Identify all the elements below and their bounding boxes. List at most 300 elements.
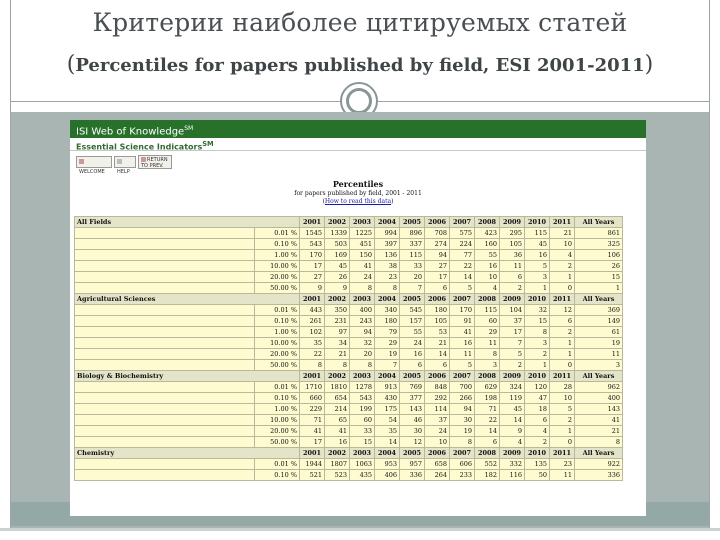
citation-threshold-cell: 41 <box>450 327 475 338</box>
table-row <box>75 459 623 470</box>
citation-threshold-cell: 19 <box>450 426 475 437</box>
citation-threshold-cell: 182 <box>475 470 500 481</box>
citation-threshold-cell: 435 <box>350 470 375 481</box>
citation-threshold-cell: 0 <box>550 360 575 371</box>
citation-threshold-cell: 8 <box>350 360 375 371</box>
citation-threshold-cell: 1 <box>525 283 550 294</box>
citation-threshold-cell: 41 <box>575 415 623 426</box>
year-header: 2008 <box>475 448 500 459</box>
year-header: 2008 <box>475 217 500 228</box>
citation-threshold-cell: 9 <box>325 283 350 294</box>
row-spacer <box>75 382 255 393</box>
citation-threshold-cell: 400 <box>350 305 375 316</box>
percentile-label: 50.00 % <box>255 437 300 448</box>
citation-threshold-cell: 105 <box>425 316 450 327</box>
citation-threshold-cell: 20 <box>350 349 375 360</box>
citation-threshold-cell: 233 <box>450 470 475 481</box>
row-spacer <box>75 283 255 294</box>
year-header: 2003 <box>350 217 375 228</box>
esi-screenshot <box>70 120 646 516</box>
citation-threshold-cell: 180 <box>425 305 450 316</box>
citation-threshold-cell: 6 <box>550 316 575 327</box>
table-row <box>75 305 623 316</box>
year-header: 2002 <box>325 371 350 382</box>
citation-threshold-cell: 9 <box>300 283 325 294</box>
citation-threshold-cell: 30 <box>400 426 425 437</box>
return-label: RETURN TO PREV. <box>141 157 168 169</box>
citation-threshold-cell: 37 <box>425 415 450 426</box>
citation-threshold-cell: 654 <box>325 393 350 404</box>
citation-threshold-cell: 36 <box>500 250 525 261</box>
citation-threshold-cell: 17 <box>300 261 325 272</box>
citation-threshold-cell: 19 <box>375 349 400 360</box>
year-header: 2006 <box>425 217 450 228</box>
citation-threshold-cell: 170 <box>450 305 475 316</box>
percentile-label: 0.01 % <box>255 459 300 470</box>
citation-threshold-cell: 5 <box>500 349 525 360</box>
citation-threshold-cell: 8 <box>525 327 550 338</box>
help-icon <box>117 159 122 164</box>
citation-threshold-cell: 37 <box>500 316 525 327</box>
slide-title-russian: Критерии наиболее цитируемых статей <box>92 8 628 37</box>
citation-threshold-cell: 33 <box>350 426 375 437</box>
citation-threshold-cell: 264 <box>425 470 450 481</box>
percentile-label: 0.10 % <box>255 393 300 404</box>
year-header: 2009 <box>500 448 525 459</box>
slide-title-english <box>0 52 720 77</box>
isi-header-bar <box>70 120 646 138</box>
citation-threshold-cell: 8 <box>450 437 475 448</box>
year-header: 2011 <box>550 371 575 382</box>
citation-threshold-cell: 150 <box>350 250 375 261</box>
isi-brand: ISI Web of Knowledge <box>76 126 185 138</box>
citation-threshold-cell: 21 <box>425 338 450 349</box>
table-row <box>75 283 623 294</box>
citation-threshold-cell: 1225 <box>350 228 375 239</box>
return-icon <box>141 157 146 162</box>
row-spacer <box>75 393 255 404</box>
citation-threshold-cell: 7 <box>375 360 400 371</box>
citation-threshold-cell: 14 <box>475 426 500 437</box>
year-header: 2010 <box>525 371 550 382</box>
citation-threshold-cell: 16 <box>475 261 500 272</box>
percentile-label: 20.00 % <box>255 349 300 360</box>
paren-close: ) <box>644 52 654 77</box>
citation-threshold-cell: 18 <box>525 404 550 415</box>
citation-threshold-cell: 22 <box>450 261 475 272</box>
citation-threshold-cell: 660 <box>300 393 325 404</box>
table-row <box>75 250 623 261</box>
citation-threshold-cell: 340 <box>375 305 400 316</box>
citation-threshold-cell: 266 <box>450 393 475 404</box>
table-row <box>75 316 623 327</box>
citation-threshold-cell: 41 <box>300 426 325 437</box>
table-row <box>75 327 623 338</box>
year-header: 2002 <box>325 448 350 459</box>
year-header: 2002 <box>325 217 350 228</box>
citation-threshold-cell: 2 <box>500 360 525 371</box>
how-to-read-link[interactable]: How to read this data <box>324 198 392 205</box>
citation-threshold-cell: 8 <box>300 360 325 371</box>
year-header: 2003 <box>350 294 375 305</box>
citation-threshold-cell: 503 <box>325 239 350 250</box>
year-header: 2004 <box>375 448 400 459</box>
welcome-label: WELCOME <box>79 169 105 175</box>
citation-threshold-cell: 0 <box>550 283 575 294</box>
table-row <box>75 272 623 283</box>
citation-threshold-cell: 79 <box>375 327 400 338</box>
esi-product-bar <box>70 138 646 151</box>
year-header: 2007 <box>450 217 475 228</box>
citation-threshold-cell: 114 <box>425 404 450 415</box>
table-row <box>75 349 623 360</box>
citation-threshold-cell: 423 <box>475 228 500 239</box>
row-spacer <box>75 437 255 448</box>
year-header: 2006 <box>425 294 450 305</box>
table-row <box>75 393 623 404</box>
row-spacer <box>75 272 255 283</box>
citation-threshold-cell: 3 <box>525 272 550 283</box>
row-spacer <box>75 239 255 250</box>
year-header: 2006 <box>425 448 450 459</box>
percentile-label: 50.00 % <box>255 360 300 371</box>
citation-threshold-cell: 1 <box>550 349 575 360</box>
citation-threshold-cell: 21 <box>550 228 575 239</box>
citation-threshold-cell: 6 <box>400 360 425 371</box>
field-name: All Fields <box>75 217 300 228</box>
citation-threshold-cell: 8 <box>375 283 400 294</box>
citation-threshold-cell: 29 <box>375 338 400 349</box>
row-spacer <box>75 415 255 426</box>
citation-threshold-cell: 199 <box>350 404 375 415</box>
citation-threshold-cell: 1807 <box>325 459 350 470</box>
citation-threshold-cell: 24 <box>400 338 425 349</box>
table-row <box>75 404 623 415</box>
help-button[interactable] <box>114 156 136 175</box>
year-header: 2006 <box>425 371 450 382</box>
citation-threshold-cell: 5 <box>550 404 575 415</box>
citation-threshold-cell: 5 <box>525 261 550 272</box>
citation-threshold-cell: 26 <box>575 261 623 272</box>
year-header: 2011 <box>550 294 575 305</box>
citation-threshold-cell: 14 <box>450 272 475 283</box>
citation-threshold-cell: 295 <box>500 228 525 239</box>
table-row <box>75 382 623 393</box>
citation-threshold-cell: 34 <box>325 338 350 349</box>
citation-threshold-cell: 5 <box>450 283 475 294</box>
citation-threshold-cell: 6 <box>500 272 525 283</box>
year-header: 2002 <box>325 294 350 305</box>
row-spacer <box>75 349 255 360</box>
citation-threshold-cell: 1063 <box>350 459 375 470</box>
citation-threshold-cell: 521 <box>300 470 325 481</box>
citation-threshold-cell: 115 <box>525 228 550 239</box>
citation-threshold-cell: 143 <box>575 404 623 415</box>
citation-threshold-cell: 4 <box>525 426 550 437</box>
citation-threshold-cell: 325 <box>575 239 623 250</box>
citation-threshold-cell: 16 <box>400 349 425 360</box>
year-header: 2004 <box>375 294 400 305</box>
year-header: 2010 <box>525 448 550 459</box>
citation-threshold-cell: 896 <box>400 228 425 239</box>
percentile-label: 1.00 % <box>255 404 300 415</box>
citation-threshold-cell: 21 <box>325 349 350 360</box>
citation-threshold-cell: 6 <box>425 283 450 294</box>
citation-threshold-cell: 97 <box>325 327 350 338</box>
row-spacer <box>75 426 255 437</box>
citation-threshold-cell: 377 <box>400 393 425 404</box>
table-row <box>75 470 623 481</box>
citation-threshold-cell: 38 <box>375 261 400 272</box>
esi-product-mark: SM <box>202 140 214 148</box>
citation-threshold-cell: 20 <box>400 272 425 283</box>
citation-threshold-cell: 848 <box>425 382 450 393</box>
citation-threshold-cell: 1 <box>525 360 550 371</box>
percentile-label: 10.00 % <box>255 415 300 426</box>
year-header: 2007 <box>450 448 475 459</box>
field-header-row <box>75 371 623 382</box>
citation-threshold-cell: 17 <box>300 437 325 448</box>
citation-threshold-cell: 292 <box>425 393 450 404</box>
welcome-button[interactable] <box>76 156 112 175</box>
citation-threshold-cell: 658 <box>425 459 450 470</box>
citation-threshold-cell: 50 <box>525 470 550 481</box>
row-spacer <box>75 360 255 371</box>
citation-threshold-cell: 71 <box>300 415 325 426</box>
field-header-row <box>75 217 623 228</box>
citation-threshold-cell: 19 <box>575 338 623 349</box>
citation-threshold-cell: 115 <box>400 250 425 261</box>
citation-threshold-cell: 24 <box>350 272 375 283</box>
citation-threshold-cell: 1 <box>550 426 575 437</box>
citation-threshold-cell: 41 <box>325 426 350 437</box>
citation-threshold-cell: 180 <box>375 316 400 327</box>
year-header: 2007 <box>450 294 475 305</box>
year-header: All Years <box>575 217 623 228</box>
citation-threshold-cell: 2 <box>525 437 550 448</box>
citation-threshold-cell: 700 <box>450 382 475 393</box>
citation-threshold-cell: 105 <box>500 239 525 250</box>
report-title: Percentiles <box>332 179 384 189</box>
citation-threshold-cell: 71 <box>475 404 500 415</box>
esi-toolbar <box>70 151 646 173</box>
table-row <box>75 228 623 239</box>
citation-threshold-cell: 29 <box>475 327 500 338</box>
report-help-link-wrap: (How to read this data) <box>322 198 394 205</box>
citation-threshold-cell: 22 <box>300 349 325 360</box>
year-header: 2005 <box>400 217 425 228</box>
citation-threshold-cell: 994 <box>375 228 400 239</box>
citation-threshold-cell: 324 <box>500 382 525 393</box>
percentile-label: 1.00 % <box>255 327 300 338</box>
citation-threshold-cell: 45 <box>525 239 550 250</box>
citation-threshold-cell: 1278 <box>350 382 375 393</box>
year-header: All Years <box>575 371 623 382</box>
citation-threshold-cell: 543 <box>300 239 325 250</box>
citation-threshold-cell: 60 <box>350 415 375 426</box>
row-spacer <box>75 228 255 239</box>
year-header: 2007 <box>450 371 475 382</box>
citation-threshold-cell: 26 <box>325 272 350 283</box>
citation-threshold-cell: 41 <box>350 261 375 272</box>
citation-threshold-cell: 3 <box>525 338 550 349</box>
citation-threshold-cell: 369 <box>575 305 623 316</box>
table-row <box>75 261 623 272</box>
citation-threshold-cell: 953 <box>375 459 400 470</box>
citation-threshold-cell: 545 <box>400 305 425 316</box>
citation-threshold-cell: 629 <box>475 382 500 393</box>
citation-threshold-cell: 224 <box>450 239 475 250</box>
percentile-label: 0.10 % <box>255 316 300 327</box>
isi-brand-mark: SM <box>184 125 194 132</box>
citation-threshold-cell: 170 <box>300 250 325 261</box>
citation-threshold-cell: 35 <box>300 338 325 349</box>
citation-threshold-cell: 332 <box>500 459 525 470</box>
field-name: Chemistry <box>75 448 300 459</box>
citation-threshold-cell: 9 <box>500 426 525 437</box>
citation-threshold-cell: 7 <box>400 283 425 294</box>
citation-threshold-cell: 45 <box>325 261 350 272</box>
citation-threshold-cell: 143 <box>400 404 425 415</box>
percentile-label: 0.01 % <box>255 382 300 393</box>
citation-threshold-cell: 24 <box>425 426 450 437</box>
year-header: 2005 <box>400 294 425 305</box>
year-header: 2009 <box>500 217 525 228</box>
citation-threshold-cell: 543 <box>350 393 375 404</box>
citation-threshold-cell: 708 <box>425 228 450 239</box>
table-row <box>75 239 623 250</box>
citation-threshold-cell: 3 <box>575 360 623 371</box>
year-header: 2010 <box>525 294 550 305</box>
citation-threshold-cell: 261 <box>300 316 325 327</box>
citation-threshold-cell: 400 <box>575 393 623 404</box>
field-name: Biology & Biochemistry <box>75 371 300 382</box>
year-header: 2010 <box>525 217 550 228</box>
citation-threshold-cell: 12 <box>550 305 575 316</box>
year-header: 2005 <box>400 371 425 382</box>
citation-threshold-cell: 119 <box>500 393 525 404</box>
citation-threshold-cell: 1944 <box>300 459 325 470</box>
citation-threshold-cell: 11 <box>575 349 623 360</box>
citation-threshold-cell: 15 <box>575 272 623 283</box>
citation-threshold-cell: 922 <box>575 459 623 470</box>
home-icon <box>79 159 84 164</box>
citation-threshold-cell: 16 <box>525 250 550 261</box>
percentile-label: 0.10 % <box>255 239 300 250</box>
report-subtitle: for papers published by field, 2001 - 2011 <box>294 190 422 197</box>
citation-threshold-cell: 104 <box>500 305 525 316</box>
citation-threshold-cell: 336 <box>400 470 425 481</box>
citation-threshold-cell: 913 <box>375 382 400 393</box>
citation-threshold-cell: 102 <box>300 327 325 338</box>
year-header: 2001 <box>300 371 325 382</box>
citation-threshold-cell: 1810 <box>325 382 350 393</box>
citation-threshold-cell: 45 <box>500 404 525 415</box>
citation-threshold-cell: 60 <box>475 316 500 327</box>
percentiles-table <box>74 216 623 481</box>
year-header: 2004 <box>375 371 400 382</box>
citation-threshold-cell: 8 <box>350 283 375 294</box>
citation-threshold-cell: 3 <box>475 360 500 371</box>
percentile-label: 0.10 % <box>255 470 300 481</box>
year-header: 2011 <box>550 217 575 228</box>
year-header: 2003 <box>350 448 375 459</box>
year-header: 2009 <box>500 294 525 305</box>
citation-threshold-cell: 17 <box>425 272 450 283</box>
citation-threshold-cell: 14 <box>500 415 525 426</box>
citation-threshold-cell: 2 <box>550 261 575 272</box>
citation-threshold-cell: 17 <box>500 327 525 338</box>
citation-threshold-cell: 27 <box>300 272 325 283</box>
citation-threshold-cell: 65 <box>325 415 350 426</box>
field-name: Agricultural Sciences <box>75 294 300 305</box>
citation-threshold-cell: 7 <box>500 338 525 349</box>
citation-threshold-cell: 11 <box>550 470 575 481</box>
citation-threshold-cell: 861 <box>575 228 623 239</box>
year-header: 2008 <box>475 371 500 382</box>
return-button[interactable] <box>138 155 172 169</box>
percentile-label: 10.00 % <box>255 261 300 272</box>
citation-threshold-cell: 135 <box>525 459 550 470</box>
citation-threshold-cell: 962 <box>575 382 623 393</box>
citation-threshold-cell: 16 <box>325 437 350 448</box>
table-row <box>75 338 623 349</box>
citation-threshold-cell: 47 <box>525 393 550 404</box>
citation-threshold-cell: 175 <box>375 404 400 415</box>
citation-threshold-cell: 8 <box>475 349 500 360</box>
citation-threshold-cell: 11 <box>500 261 525 272</box>
citation-threshold-cell: 6 <box>475 437 500 448</box>
citation-threshold-cell: 33 <box>400 261 425 272</box>
field-header-row <box>75 294 623 305</box>
citation-threshold-cell: 10 <box>475 272 500 283</box>
citation-threshold-cell: 406 <box>375 470 400 481</box>
citation-threshold-cell: 30 <box>450 415 475 426</box>
row-spacer <box>75 250 255 261</box>
citation-threshold-cell: 8 <box>575 437 623 448</box>
citation-threshold-cell: 575 <box>450 228 475 239</box>
citation-threshold-cell: 10 <box>550 239 575 250</box>
citation-threshold-cell: 32 <box>350 338 375 349</box>
year-header: 2009 <box>500 371 525 382</box>
table-row <box>75 437 623 448</box>
citation-threshold-cell: 443 <box>300 305 325 316</box>
citation-threshold-cell: 451 <box>350 239 375 250</box>
citation-threshold-cell: 274 <box>425 239 450 250</box>
citation-threshold-cell: 769 <box>400 382 425 393</box>
year-header: All Years <box>575 448 623 459</box>
citation-threshold-cell: 243 <box>350 316 375 327</box>
citation-threshold-cell: 23 <box>550 459 575 470</box>
year-header: 2001 <box>300 294 325 305</box>
row-spacer <box>75 459 255 470</box>
citation-threshold-cell: 523 <box>325 470 350 481</box>
percentile-label: 1.00 % <box>255 250 300 261</box>
citation-threshold-cell: 149 <box>575 316 623 327</box>
citation-threshold-cell: 214 <box>325 404 350 415</box>
citation-threshold-cell: 6 <box>525 415 550 426</box>
citation-threshold-cell: 8 <box>325 360 350 371</box>
citation-threshold-cell: 55 <box>400 327 425 338</box>
percentile-label: 10.00 % <box>255 338 300 349</box>
esi-product-name: Essential Science Indicators <box>76 142 203 152</box>
citation-threshold-cell: 53 <box>425 327 450 338</box>
citation-threshold-cell: 160 <box>475 239 500 250</box>
citation-threshold-cell: 115 <box>475 305 500 316</box>
row-spacer <box>75 316 255 327</box>
citation-threshold-cell: 11 <box>450 349 475 360</box>
citation-threshold-cell: 35 <box>375 426 400 437</box>
